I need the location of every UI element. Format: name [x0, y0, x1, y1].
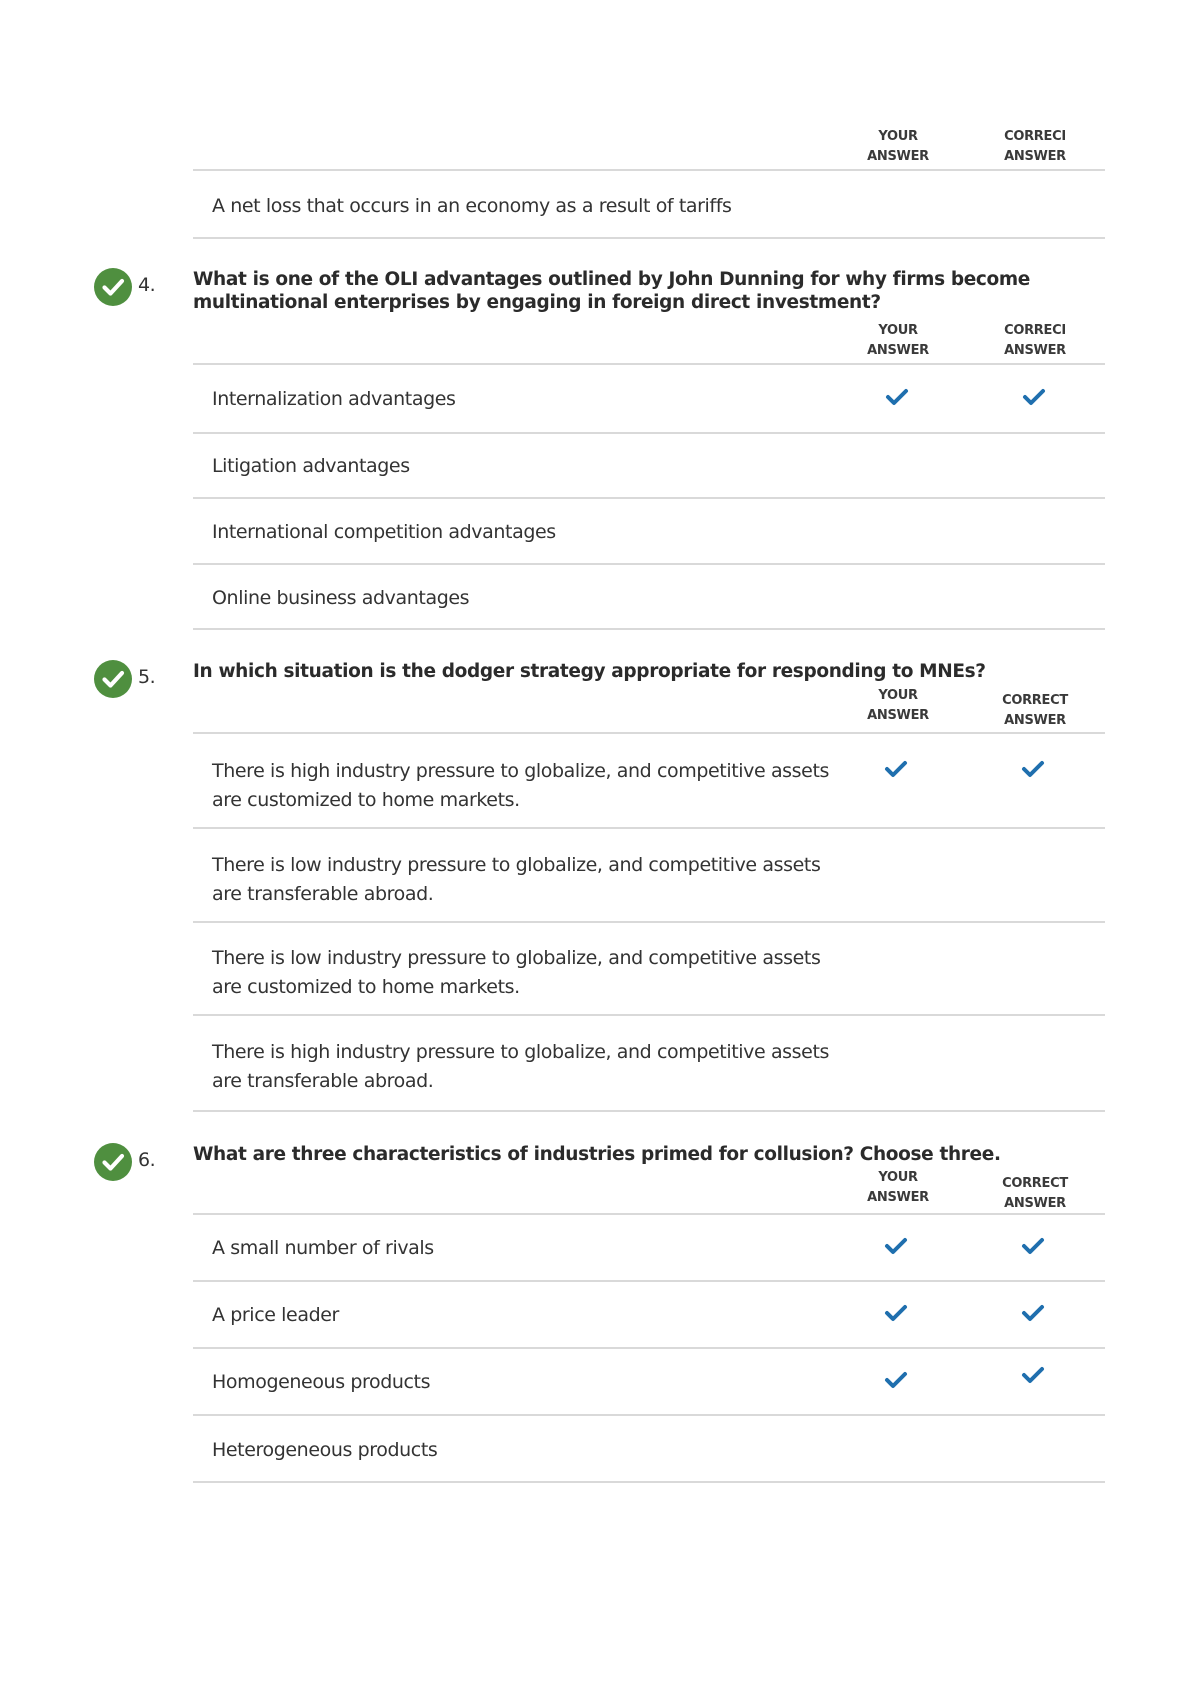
- check-circle-icon: [94, 1143, 132, 1181]
- answer-option: Online business advantages: [212, 587, 470, 609]
- checkmark-icon: [1021, 1365, 1045, 1385]
- correct-answer-header: [990, 127, 1080, 167]
- header-line: YOUR: [878, 688, 918, 703]
- your-answer-header: [853, 321, 943, 361]
- divider: [193, 363, 1105, 365]
- divider: [193, 237, 1105, 239]
- divider: [193, 827, 1105, 829]
- divider: [193, 732, 1105, 734]
- divider: [193, 1014, 1105, 1016]
- correct-answer-header: [990, 691, 1080, 731]
- answer-option: A small number of rivals: [212, 1237, 434, 1259]
- header-line: ANSWER: [867, 343, 929, 358]
- header-line: ANSWER: [1004, 1196, 1066, 1211]
- divider: [193, 1213, 1105, 1215]
- answer-option: There is high industry pressure to globalize, and competitive assets are transferable abroad.: [212, 1041, 830, 1092]
- header-line: CORRECI: [1004, 323, 1066, 338]
- question-number: 5.: [138, 666, 156, 688]
- checkmark-icon: [884, 1236, 908, 1256]
- divider: [193, 432, 1105, 434]
- divider: [193, 1347, 1105, 1349]
- answer-option: Litigation advantages: [212, 455, 410, 477]
- checkmark-icon: [1022, 387, 1046, 407]
- header-line: CORRECT: [1002, 693, 1068, 708]
- question-number: 4.: [138, 274, 156, 296]
- checkmark-icon: [885, 387, 909, 407]
- answer-option: Heterogeneous products: [212, 1439, 438, 1461]
- divider: [193, 1110, 1105, 1112]
- divider: [193, 1280, 1105, 1282]
- answer-option: International competition advantages: [212, 521, 556, 543]
- divider: [193, 628, 1105, 630]
- answer-option: A price leader: [212, 1304, 339, 1326]
- correct-answer-header: [990, 321, 1080, 361]
- header-line: ANSWER: [867, 149, 929, 164]
- divider: [193, 169, 1105, 171]
- header-line: ANSWER: [1004, 149, 1066, 164]
- your-answer-header: [853, 686, 943, 726]
- divider: [193, 1414, 1105, 1416]
- divider: [193, 563, 1105, 565]
- answer-option: A net loss that occurs in an economy as a result of tariffs: [212, 195, 732, 217]
- answer-option: Homogeneous products: [212, 1371, 431, 1393]
- divider: [193, 1481, 1105, 1483]
- check-circle-icon: [94, 268, 132, 306]
- checkmark-icon: [1021, 759, 1045, 779]
- checkmark-icon: [884, 1370, 908, 1390]
- header-line: YOUR: [878, 129, 918, 144]
- check-circle-icon: [94, 660, 132, 698]
- question-number: 6.: [138, 1149, 156, 1171]
- checkmark-icon: [884, 1303, 908, 1323]
- header-line: CORRECI: [1004, 129, 1066, 144]
- correct-answer-header: [990, 1174, 1080, 1214]
- header-line: CORRECT: [1002, 1176, 1068, 1191]
- header-line: ANSWER: [867, 708, 929, 723]
- divider: [193, 921, 1105, 923]
- answer-option: There is low industry pressure to globalize, and competitive assets are customized to home markets.: [212, 947, 821, 998]
- question-text: In which situation is the dodger strategy appropriate for responding to MNEs?: [193, 661, 986, 682]
- divider: [193, 497, 1105, 499]
- checkmark-icon: [1021, 1303, 1045, 1323]
- answer-option: There is high industry pressure to globalize, and competitive assets are customized to home markets.: [212, 760, 830, 811]
- your-answer-header: [853, 127, 943, 167]
- question-text: What is one of the OLI advantages outlined by John Dunning for why firms become multinational enterprises by engaging in foreign direct investment?: [193, 269, 1031, 313]
- header-line: YOUR: [878, 323, 918, 338]
- header-line: ANSWER: [1004, 343, 1066, 358]
- checkmark-icon: [1021, 1236, 1045, 1256]
- your-answer-header: [853, 1168, 943, 1208]
- header-line: ANSWER: [1004, 713, 1066, 728]
- checkmark-icon: [884, 759, 908, 779]
- header-line: YOUR: [878, 1170, 918, 1185]
- header-line: ANSWER: [867, 1190, 929, 1205]
- answer-option: Internalization advantages: [212, 388, 456, 410]
- answer-option: There is low industry pressure to globalize, and competitive assets are transferable abroad.: [212, 854, 821, 905]
- question-text: What are three characteristics of industries primed for collusion? Choose three.: [193, 1144, 1001, 1165]
